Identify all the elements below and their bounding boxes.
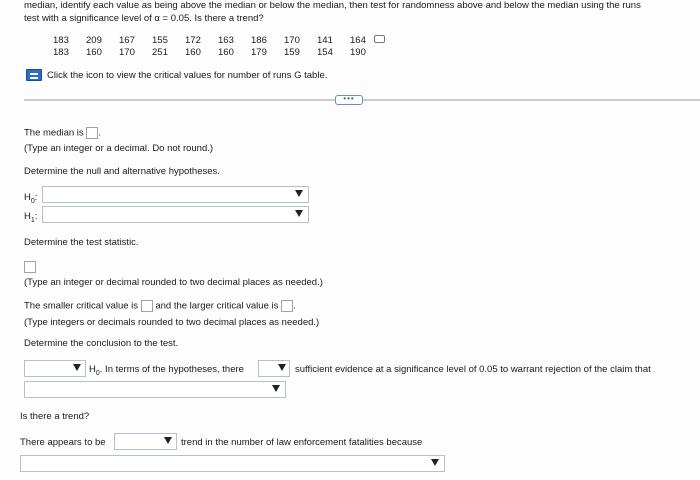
median-label: The median is bbox=[24, 127, 84, 139]
h1-subscript: 1 bbox=[30, 216, 35, 224]
trend-question: Is there a trend? bbox=[20, 411, 90, 422]
critical-middle: and the larger critical value is bbox=[155, 300, 279, 312]
evidence-dropdown[interactable] bbox=[258, 360, 290, 377]
calculator-table-icon[interactable] bbox=[26, 69, 42, 81]
more-options-icon[interactable]: ••• bbox=[335, 95, 363, 105]
data-value: 160 bbox=[185, 47, 201, 58]
data-value: 183 bbox=[53, 47, 69, 58]
claim-dropdown[interactable] bbox=[24, 381, 286, 398]
h1-label: $H_1$: bbox=[24, 211, 38, 224]
critical-values-link[interactable]: Click the icon to view the critical values for number of runs G table. bbox=[47, 70, 328, 81]
data-value: 164 bbox=[350, 35, 366, 46]
statistic-input[interactable] bbox=[24, 261, 36, 273]
larger-critical-input[interactable] bbox=[281, 300, 293, 312]
trend-prefix: There appears to be bbox=[20, 437, 106, 448]
data-row-2 bbox=[53, 47, 383, 58]
critical-prompt: The smaller critical value is and the larger critical value is . bbox=[24, 300, 296, 312]
critical-hint: (Type integers or decimals rounded to two decimal places as needed.) bbox=[24, 317, 320, 328]
data-value: 251 bbox=[152, 47, 168, 58]
dropdown-arrow-icon bbox=[272, 385, 280, 392]
smaller-critical-input[interactable] bbox=[141, 300, 153, 312]
conclusion-mid-text: . In terms of the hypotheses, there bbox=[99, 364, 244, 375]
conclusion-h0-text bbox=[89, 364, 244, 377]
data-row-1 bbox=[53, 35, 383, 46]
dropdown-arrow-icon bbox=[164, 437, 172, 444]
data-value: 160 bbox=[218, 47, 234, 58]
data-value: 160 bbox=[86, 47, 102, 58]
h0-subscript: 0 bbox=[30, 197, 35, 205]
data-value: 170 bbox=[284, 35, 300, 46]
h0-letter: H bbox=[24, 192, 31, 203]
data-value: 172 bbox=[185, 35, 201, 46]
data-value: 170 bbox=[119, 47, 135, 58]
dropdown-arrow-icon bbox=[73, 364, 81, 371]
statistic-hint: (Type an integer or decimal rounded to two decimal places as needed.) bbox=[24, 277, 323, 288]
h1-dropdown[interactable] bbox=[42, 206, 309, 223]
conclusion-h-subscript: 0 bbox=[95, 369, 100, 377]
problem-text-line1: median, identify each value as being above the median or below the median, then test for randomness above and below the median using the runs bbox=[24, 0, 641, 11]
trend-reason-dropdown[interactable] bbox=[20, 455, 445, 472]
reject-decision-dropdown[interactable] bbox=[24, 360, 86, 377]
trend-dropdown[interactable] bbox=[114, 433, 177, 450]
data-value: 179 bbox=[251, 47, 267, 58]
conclusion-h-letter: H bbox=[89, 364, 96, 375]
copy-data-icon[interactable] bbox=[374, 35, 385, 43]
dropdown-arrow-icon bbox=[278, 364, 286, 371]
conclusion-tail-text: sufficient evidence at a significance level of 0.05 to warrant rejection of the claim that bbox=[295, 364, 651, 375]
data-value: 163 bbox=[218, 35, 234, 46]
data-value: 186 bbox=[251, 35, 267, 46]
hypotheses-prompt: Determine the null and alternative hypotheses. bbox=[24, 166, 220, 177]
dropdown-arrow-icon bbox=[295, 210, 303, 217]
data-value: 190 bbox=[350, 47, 366, 58]
data-value: 167 bbox=[119, 35, 135, 46]
data-value: 154 bbox=[317, 47, 333, 58]
critical-prefix: The smaller critical value is bbox=[24, 300, 139, 312]
statistic-input-wrap bbox=[24, 261, 36, 273]
dropdown-arrow-icon bbox=[431, 459, 439, 466]
data-value: 155 bbox=[152, 35, 168, 46]
problem-text-line2: test with a significance level of α = 0.05. Is there a trend? bbox=[24, 13, 264, 24]
conclusion-prompt: Determine the conclusion to the test. bbox=[24, 338, 179, 349]
data-value: 209 bbox=[86, 35, 102, 46]
median-hint: (Type an integer or a decimal. Do not round.) bbox=[24, 143, 214, 154]
median-prompt: The median is . bbox=[24, 127, 101, 139]
h1-letter: H bbox=[24, 211, 31, 222]
data-value: 159 bbox=[284, 47, 300, 58]
h0-label: $H_0$: bbox=[24, 192, 38, 205]
dropdown-arrow-icon bbox=[295, 190, 303, 197]
data-value: 141 bbox=[317, 35, 333, 46]
statistic-prompt: Determine the test statistic. bbox=[24, 237, 139, 248]
h0-dropdown[interactable] bbox=[42, 186, 309, 203]
median-input[interactable] bbox=[86, 127, 98, 139]
data-value: 183 bbox=[53, 35, 69, 46]
trend-suffix: trend in the number of law enforcement fatalities because bbox=[181, 437, 423, 448]
